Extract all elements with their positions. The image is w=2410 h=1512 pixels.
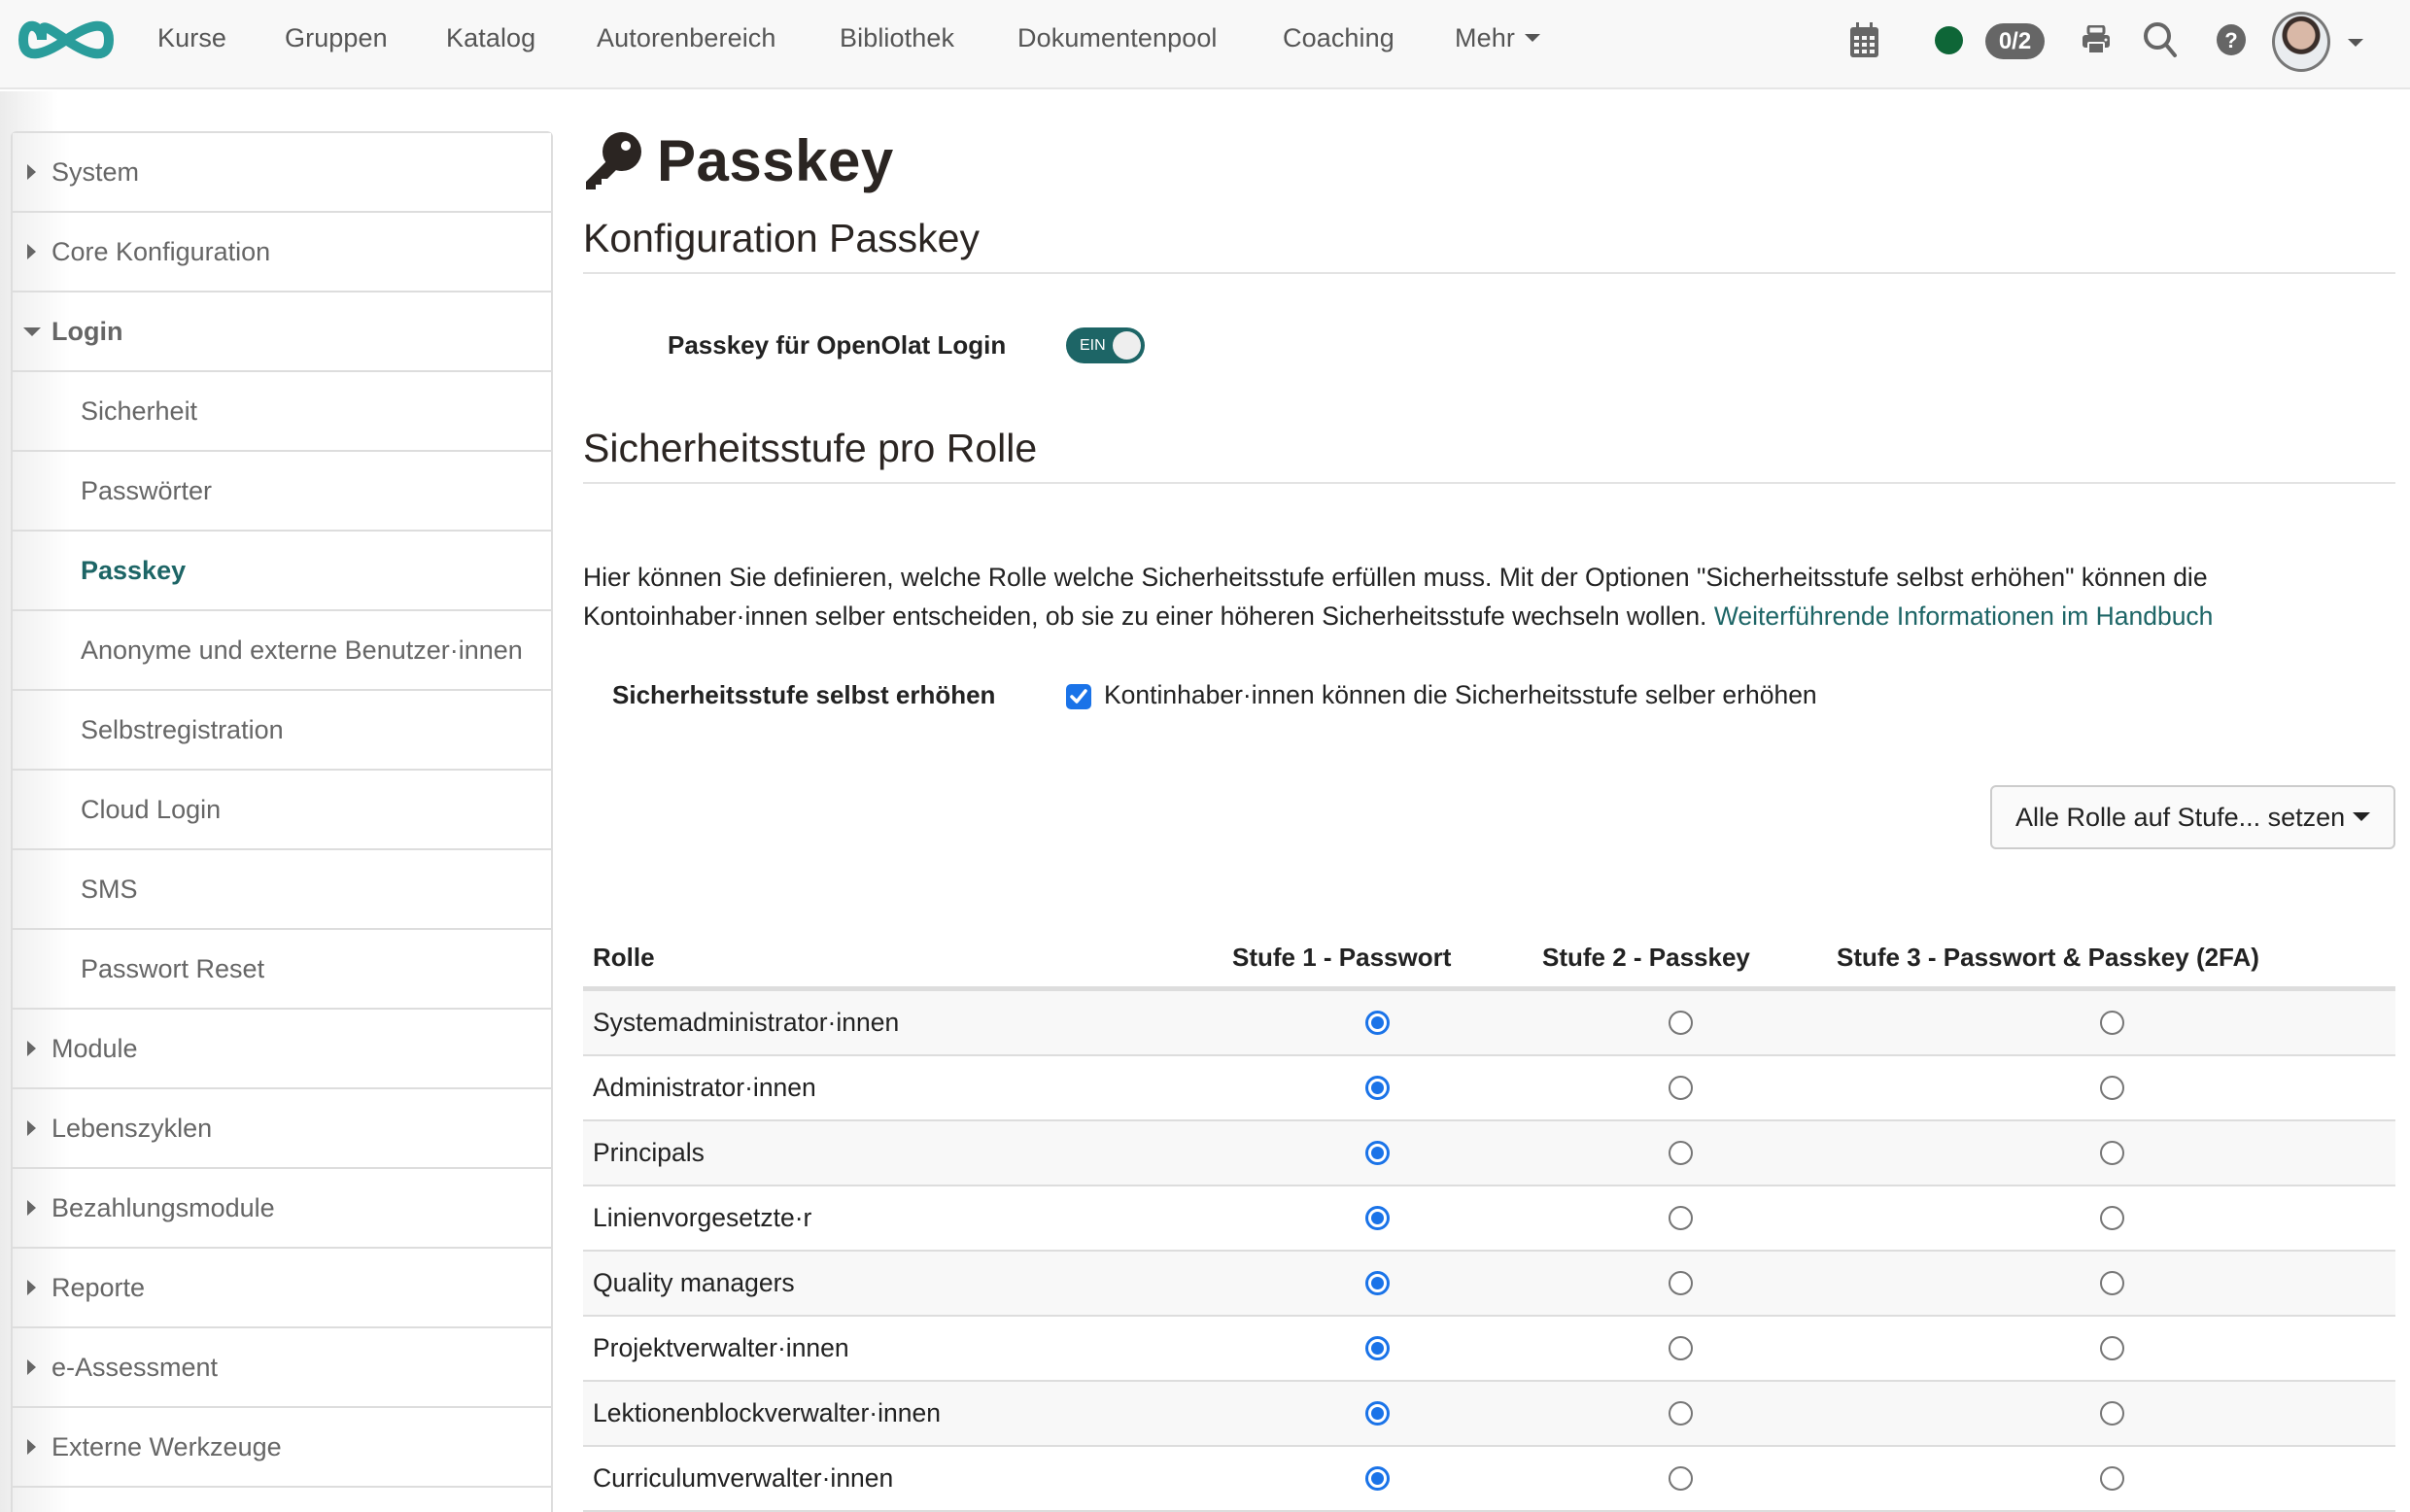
radio-stufe-2[interactable] (1669, 1271, 1693, 1295)
page-title (583, 126, 894, 194)
radio-stufe-3[interactable] (2100, 1076, 2124, 1100)
nav-katalog[interactable]: Katalog (446, 23, 536, 52)
sidebar-item-label: Cloud Login (81, 795, 222, 824)
radio-stufe-3[interactable] (2100, 1336, 2124, 1360)
radio-stufe-1[interactable] (1365, 1401, 1390, 1426)
radio-stufe-3[interactable] (2100, 1401, 2124, 1426)
calendar-icon[interactable] (1849, 21, 1879, 58)
sidebar-item-lebenszyklen[interactable] (13, 1089, 551, 1169)
nav-autorenbereich[interactable]: Autorenbereich (597, 23, 776, 52)
sidebar-item-bezahlungsmodule[interactable] (13, 1169, 551, 1249)
role-name: Quality managers (593, 1268, 795, 1297)
table-row (583, 1121, 2395, 1186)
passkey-login-toggle[interactable] (1066, 327, 1145, 363)
key-icon (583, 130, 643, 190)
table-row (583, 1317, 2395, 1382)
column-header-stufe-3: Stufe 3 - Passwort & Passkey (2FA) (1837, 943, 2259, 972)
sidebar-item-label: Passkey (81, 556, 187, 585)
sidebar-item-passkey[interactable] (13, 532, 551, 611)
role-name: Systemadministrator·innen (593, 1008, 900, 1037)
radio-stufe-2[interactable] (1669, 1206, 1693, 1230)
role-name: Principals (593, 1138, 705, 1167)
radio-stufe-3[interactable] (2100, 1011, 2124, 1035)
self-raise-checkbox[interactable] (1066, 684, 1091, 709)
sidebar-item-label: Reporte (52, 1273, 146, 1302)
radio-stufe-1[interactable] (1365, 1206, 1390, 1230)
sidebar-item-label: Login (52, 317, 123, 346)
section-heading-sicherheitsstufe: Sicherheitsstufe pro Rolle (583, 426, 1038, 470)
top-navigation-bar (0, 0, 2410, 89)
radio-stufe-3[interactable] (2100, 1141, 2124, 1165)
openolat-logo-icon[interactable] (16, 14, 117, 66)
radio-stufe-2[interactable] (1669, 1076, 1693, 1100)
role-name: Linienvorgesetzte·r (593, 1203, 812, 1232)
divider (583, 482, 2395, 484)
online-status-dot[interactable] (1935, 26, 1963, 54)
caret-down-icon (23, 327, 41, 336)
table-row (583, 1186, 2395, 1252)
column-header-stufe-2: Stufe 2 - Passkey (1542, 943, 1750, 972)
sidebar-item-cloud-login[interactable] (13, 771, 551, 850)
checkmark-icon (1069, 687, 1088, 706)
sidebar-item-label: Selbstregistration (81, 715, 284, 744)
section-heading-konfiguration: Konfiguration Passkey (583, 216, 980, 260)
caret-right-icon (27, 1041, 36, 1056)
sidebar-item-label: SMS (81, 875, 138, 904)
caret-down-icon (2353, 812, 2370, 821)
caret-right-icon (27, 1439, 36, 1455)
svg-text:?: ? (2224, 28, 2238, 52)
sidebar-item-externe-werkzeuge[interactable] (13, 1408, 551, 1488)
caret-right-icon (27, 1120, 36, 1136)
radio-stufe-1[interactable] (1365, 1076, 1390, 1100)
radio-stufe-3[interactable] (2100, 1206, 2124, 1230)
sidebar-item-passwort-reset[interactable] (13, 930, 551, 1010)
section-description (583, 558, 2395, 636)
description-text: Hier können Sie definieren, welche Rolle welche Sicherheitsstufe erfüllen muss. Mit der Optionen "Sicherheitsstufe selbst erhöhen" können die Kontoinhaber·innen selber entscheiden, ob sie zu einer höheren Sicherheitsstufe wechseln wollen. (583, 563, 2208, 631)
sidebar-item-label: Module (52, 1034, 138, 1063)
self-raise-label: Sicherheitsstufe selbst erhöhen (612, 680, 996, 709)
nav-coaching[interactable]: Coaching (1283, 23, 1394, 52)
table-row (583, 1056, 2395, 1121)
toggle-state-label: EIN (1080, 337, 1106, 354)
search-icon[interactable] (2143, 21, 2178, 58)
sidebar-item-module[interactable] (13, 1010, 551, 1089)
sidebar-item-partial (13, 1488, 551, 1512)
sidebar-item-e-assessment[interactable] (13, 1328, 551, 1408)
nav-kurse[interactable]: Kurse (157, 23, 227, 52)
page-title-text: Passkey (657, 127, 894, 193)
table-header (583, 937, 2395, 991)
column-header-stufe-1: Stufe 1 - Passwort (1232, 943, 1452, 972)
sidebar-item-label: Externe Werkzeuge (52, 1432, 282, 1461)
radio-stufe-1[interactable] (1365, 1336, 1390, 1360)
sidebar-item-passwoerter[interactable] (13, 452, 551, 532)
nav-dokumentenpool[interactable]: Dokumentenpool (1017, 23, 1218, 52)
set-all-roles-label: Alle Rolle auf Stufe... setzen (2015, 803, 2346, 832)
sidebar-item-label: Anonyme und externe Benutzer·innen (81, 636, 523, 665)
sidebar-item-core-konfiguration[interactable] (13, 213, 551, 292)
divider (583, 272, 2395, 274)
sidebar-item-label: Core Konfiguration (52, 237, 271, 266)
radio-stufe-2[interactable] (1669, 1336, 1693, 1360)
handbook-link[interactable]: Weiterführende Informationen im Handbuch (1713, 601, 2214, 631)
nav-bibliothek[interactable]: Bibliothek (840, 23, 955, 52)
sidebar-item-sicherheit[interactable] (13, 372, 551, 452)
self-raise-checkbox-label[interactable]: Kontinhaber·innen können die Sicherheitsstufe selber erhöhen (1104, 680, 1817, 709)
role-name: Projektverwalter·innen (593, 1333, 849, 1362)
table-row (583, 991, 2395, 1056)
sidebar-item-label: Bezahlungsmodule (52, 1193, 275, 1222)
caret-right-icon (27, 1359, 36, 1375)
help-icon[interactable] (2216, 23, 2247, 56)
sidebar-item-sms[interactable] (13, 850, 551, 930)
toggle-knob (1113, 331, 1141, 360)
radio-stufe-2[interactable] (1669, 1011, 1693, 1035)
sidebar-item-label: Passwort Reset (81, 954, 265, 983)
radio-stufe-2[interactable] (1669, 1401, 1693, 1426)
sidebar-item-anonyme-externe-benutzer[interactable] (13, 611, 551, 691)
radio-stufe-2[interactable] (1669, 1141, 1693, 1165)
sidebar-item-label: System (52, 157, 140, 187)
column-header-rolle: Rolle (593, 943, 655, 972)
sidebar-item-selbstregistration[interactable] (13, 691, 551, 771)
role-name: Curriculumverwalter·innen (593, 1463, 894, 1493)
print-icon[interactable] (2082, 25, 2111, 54)
table-row (583, 1252, 2395, 1317)
sidebar-item-label: Sicherheit (81, 396, 198, 426)
role-name: Administrator·innen (593, 1073, 816, 1102)
radio-stufe-2[interactable] (1669, 1466, 1693, 1491)
caret-right-icon (27, 1280, 36, 1295)
caret-right-icon (27, 1200, 36, 1216)
nav-mehr-label: Mehr (1455, 23, 1515, 52)
caret-right-icon (27, 164, 36, 180)
chevron-down-icon[interactable] (2348, 39, 2363, 47)
radio-stufe-3[interactable] (2100, 1271, 2124, 1295)
passkey-login-label: Passkey für OpenOlat Login (668, 330, 1007, 360)
admin-sidebar-menu (11, 131, 553, 1512)
sidebar-item-login[interactable] (13, 292, 551, 372)
nav-mehr-dropdown[interactable] (1455, 23, 1540, 53)
set-all-roles-dropdown-button[interactable] (1990, 785, 2395, 849)
radio-stufe-1[interactable] (1365, 1466, 1390, 1491)
sidebar-item-reporte[interactable] (13, 1249, 551, 1328)
table-row (583, 1447, 2395, 1512)
radio-stufe-1[interactable] (1365, 1271, 1390, 1295)
nav-gruppen[interactable]: Gruppen (285, 23, 388, 52)
chevron-down-icon (1525, 34, 1540, 42)
sidebar-item-system[interactable] (13, 133, 551, 213)
radio-stufe-3[interactable] (2100, 1466, 2124, 1491)
caret-right-icon (27, 244, 36, 259)
sidebar-item-label: e-Assessment (52, 1353, 219, 1382)
radio-stufe-1[interactable] (1365, 1011, 1390, 1035)
sidebar-item-label: Lebenszyklen (52, 1114, 213, 1143)
sidebar-item-label: Passwörter (81, 476, 213, 505)
role-security-level-table (583, 937, 2395, 1512)
notification-badge[interactable]: 0/2 (1985, 23, 2045, 59)
table-row (583, 1382, 2395, 1447)
radio-stufe-1[interactable] (1365, 1141, 1390, 1165)
user-avatar[interactable] (2272, 12, 2330, 72)
role-name: Lektionenblockverwalter·innen (593, 1398, 941, 1427)
